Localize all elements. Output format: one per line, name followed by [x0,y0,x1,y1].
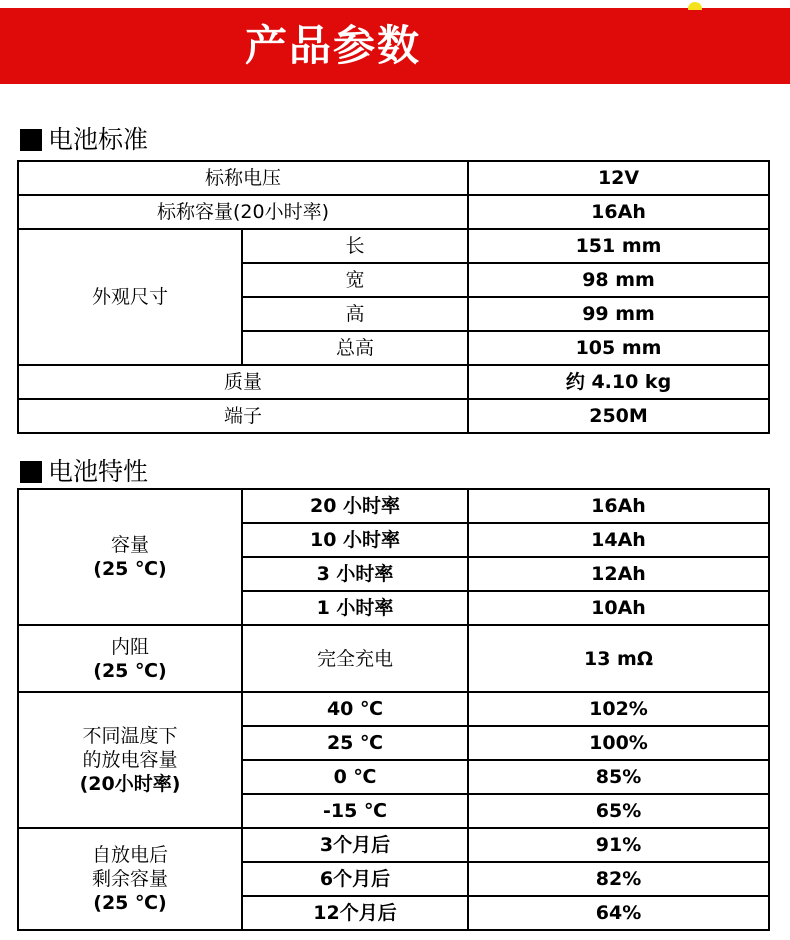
table-cell-sublabel: 高 [242,297,468,331]
section-heading-label: 电池标准 [48,125,149,154]
table-cell-value: 10Ah [468,591,769,625]
table-cell-value: 12Ah [468,557,769,591]
table-cell-sublabel: 总高 [242,331,468,365]
capacity-condition: (25 ℃) [93,558,167,580]
self-discharge-condition: (25 ℃) [93,892,167,914]
table-cell-value: 151 mm [468,229,769,263]
table-row [18,229,769,263]
table-cell-sublabel: 20 小时率 [242,489,468,523]
table-cell-value: 99 mm [468,297,769,331]
battery-standard-table [17,160,770,434]
internal-resistance-condition: (25 ℃) [93,659,167,682]
table-cell-value: 102% [468,692,769,726]
table-cell-group-label [18,625,242,692]
table-row [18,692,769,726]
section-heading-characteristics [20,456,148,488]
table-cell-group-label [18,828,242,930]
battery-characteristics-table [17,488,770,931]
table-cell-value: 16Ah [468,195,769,229]
table-cell-sublabel: 3个月后 [242,828,468,862]
section-heading-standard [20,124,148,156]
table-cell-group-label [18,692,242,828]
decorative-dot [688,2,702,10]
table-cell-sublabel: 12个月后 [242,896,468,930]
table-cell-value: 16Ah [468,489,769,523]
table-row [18,828,769,862]
self-discharge-label: 自放电后 [91,844,168,866]
table-cell-sublabel: 3 小时率 [242,557,468,591]
capacity-label: 容量 [110,534,149,556]
table-cell-value: 约 4.10 kg [468,365,769,399]
table-row [18,625,769,692]
table-cell-value: 82% [468,862,769,896]
table-cell-value: 13 mΩ [468,625,769,692]
table-cell-sublabel: 40 ℃ [242,692,468,726]
table-cell-group-label [18,489,242,625]
table-cell-group-label: 外观尺寸 [18,229,242,365]
table-cell-sublabel: 完全充电 [242,625,468,692]
table-cell-sublabel: 25 ℃ [242,726,468,760]
table-cell-sublabel: 长 [242,229,468,263]
table-cell-value: 12V [468,161,769,195]
table-cell-value: 64% [468,896,769,930]
section-heading-label: 电池特性 [48,457,149,486]
page-title: 产品参数 [245,21,422,70]
self-discharge-label: 剩余容量 [91,868,168,890]
table-cell-label: 标称电压 [18,161,468,195]
square-bullet-icon [20,129,42,151]
table-cell-sublabel: 10 小时率 [242,523,468,557]
table-cell-value: 250M [468,399,769,433]
table-row [18,195,769,229]
header-banner [0,8,790,84]
table-cell-sublabel: 宽 [242,263,468,297]
table-cell-value: 65% [468,794,769,828]
table-cell-label: 端子 [18,399,468,433]
table-cell-value: 105 mm [468,331,769,365]
table-row [18,161,769,195]
table-cell-value: 98 mm [468,263,769,297]
table-cell-value: 100% [468,726,769,760]
temperature-capacity-label: 的放电容量 [82,749,178,771]
temperature-capacity-label: 不同温度下 [82,725,178,747]
table-cell-label: 标称容量(20小时率) [18,195,468,229]
table-cell-value: 14Ah [468,523,769,557]
table-cell-value: 85% [468,760,769,794]
table-row [18,399,769,433]
table-cell-label: 质量 [18,365,468,399]
table-cell-value: 91% [468,828,769,862]
internal-resistance-label: 内阻 [110,635,149,658]
square-bullet-icon [20,461,42,483]
temperature-capacity-condition: (20小时率) [79,773,181,795]
table-cell-sublabel: 1 小时率 [242,591,468,625]
table-cell-sublabel: 6个月后 [242,862,468,896]
table-row [18,365,769,399]
table-cell-sublabel: 0 ℃ [242,760,468,794]
table-cell-sublabel: -15 ℃ [242,794,468,828]
table-row [18,489,769,523]
